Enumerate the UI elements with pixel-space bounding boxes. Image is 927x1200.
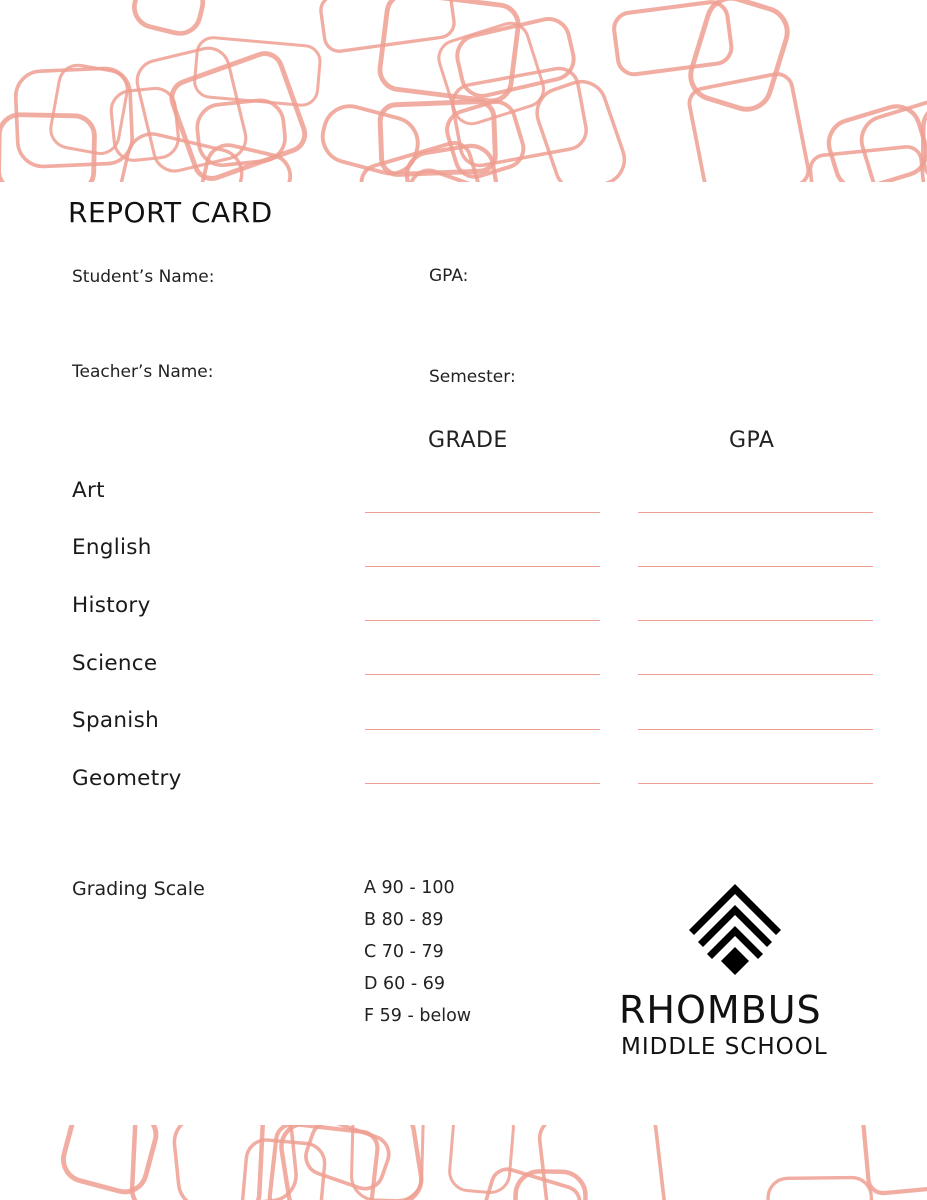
pattern-shape: [58, 1125, 160, 1197]
grading-scale-item: C 70 - 79: [364, 942, 444, 962]
student-name-label: Student’s Name:: [72, 267, 215, 287]
gpa-column-header: GPA: [729, 428, 775, 453]
pattern-shape: [687, 71, 811, 182]
geometry-gpa-blank[interactable]: [638, 783, 873, 784]
semester-label: Semester:: [429, 367, 516, 387]
subject-science: Science: [72, 651, 158, 676]
school-name: RHOMBUS: [619, 988, 822, 1032]
subject-history: History: [72, 593, 151, 618]
grade-column-header: GRADE: [428, 428, 508, 453]
pattern-shape: [172, 1125, 299, 1200]
pattern-shape: [768, 1177, 872, 1200]
pattern-shape: [685, 0, 794, 115]
pattern-shape: [378, 0, 521, 103]
grading-scale-item: D 60 - 69: [364, 974, 446, 994]
art-grade-blank[interactable]: [365, 512, 600, 513]
geometry-grade-blank[interactable]: [365, 783, 600, 784]
science-grade-blank[interactable]: [365, 674, 600, 675]
grading-scale-label: Grading Scale: [72, 878, 205, 900]
pattern-shape: [130, 0, 207, 38]
grading-scale-item: B 80 - 89: [364, 910, 444, 930]
spanish-grade-blank[interactable]: [365, 729, 600, 730]
rhombus-chevron-logo-icon: [688, 880, 784, 976]
pattern-shape: [861, 1125, 927, 1194]
subject-english: English: [72, 535, 152, 560]
pattern-shape: [301, 1125, 394, 1194]
subject-geometry: Geometry: [72, 766, 182, 791]
school-subtitle: MIDDLE SCHOOL: [621, 1034, 828, 1060]
top-decorative-pattern: [0, 0, 927, 182]
bottom-decorative-pattern: [0, 1125, 927, 1200]
pattern-shape: [856, 84, 927, 182]
english-grade-blank[interactable]: [365, 566, 600, 567]
pattern-shape: [48, 62, 131, 156]
grading-scale-item: F 59 - below: [364, 1006, 472, 1026]
teacher-name-label: Teacher’s Name:: [72, 362, 214, 382]
history-gpa-blank[interactable]: [638, 620, 873, 621]
pattern-shape: [0, 114, 95, 182]
pattern-shape: [612, 0, 733, 76]
grading-scale-item: A 90 - 100: [364, 878, 455, 898]
science-gpa-blank[interactable]: [638, 674, 873, 675]
subject-art: Art: [72, 478, 105, 503]
gpa-label: GPA:: [429, 266, 469, 286]
spanish-gpa-blank[interactable]: [638, 729, 873, 730]
pattern-shape: [823, 101, 927, 182]
english-gpa-blank[interactable]: [638, 566, 873, 567]
subject-spanish: Spanish: [72, 708, 159, 733]
art-gpa-blank[interactable]: [638, 512, 873, 513]
history-grade-blank[interactable]: [365, 620, 600, 621]
pattern-shape: [448, 1125, 515, 1194]
page-title: REPORT CARD: [68, 196, 273, 229]
pattern-shape: [537, 1125, 666, 1200]
